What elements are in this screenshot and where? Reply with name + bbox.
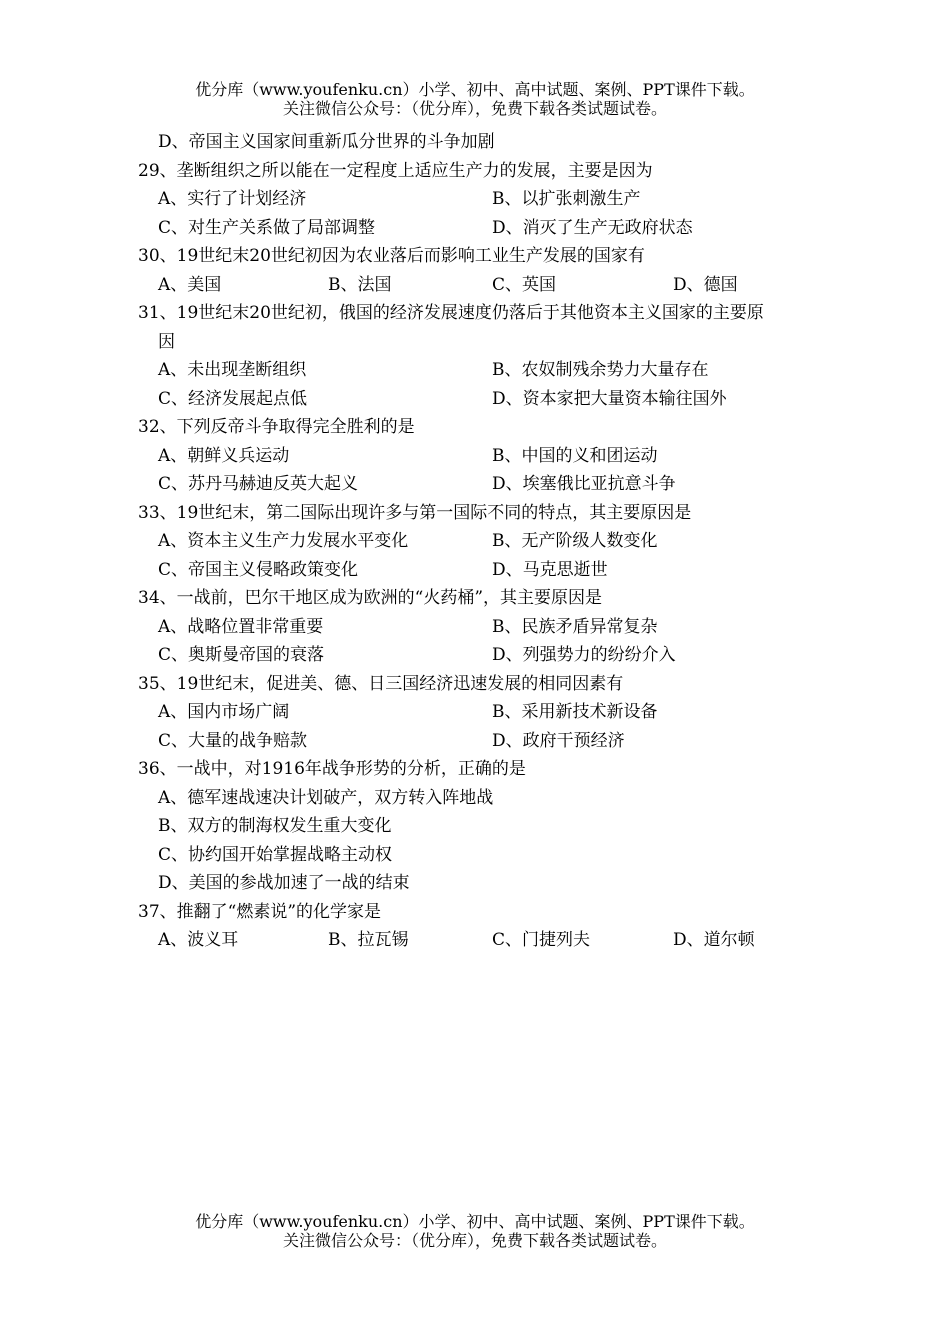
page-footer [0, 1212, 950, 1250]
q32-option-b: B、中国的义和团运动 [492, 445, 658, 466]
q37-option-b: B、拉瓦锡 [328, 930, 409, 950]
q35-stem: 35、19世纪末，促进美、德、日三国经济迅速发展的相同因素有 [138, 673, 624, 694]
q32-option-d: D、埃塞俄比亚抗意斗争 [492, 474, 676, 494]
q31-stem-continued: 因 [158, 331, 175, 352]
q31-stem: 31、19世纪末20世纪初，俄国的经济发展速度仍落后于其他资本主义国家的主要原 [138, 303, 764, 323]
q35-option-c: C、大量的战争赔款 [158, 730, 308, 751]
q30-option-b: B、法国 [328, 274, 392, 295]
q32-option-a: A、朝鲜义兵运动 [158, 445, 290, 466]
footer-line-2: 关注微信公众号：（优分库），免费下载各类试题试卷。 [282, 1231, 667, 1250]
footer-line-1: 优分库（www.youfenku.cn）小学、初中、高中试题、案例、PPT课件下载。 [195, 1212, 755, 1231]
q34-options-row-2 [138, 641, 858, 670]
q32-options-row-1 [138, 442, 858, 471]
q29-options-row-2 [138, 214, 858, 243]
q33-option-d: D、马克思逝世 [492, 559, 608, 580]
q33-option-c: C、帝国主义侵略政策变化 [158, 559, 359, 580]
q31-options-row-1 [138, 356, 858, 385]
q34-option-a: A、战略位置非常重要 [158, 616, 324, 637]
q35-option-b: B、采用新技术新设备 [492, 702, 658, 722]
q36-stem: 36、一战中，对1916年战争形势的分析，正确的是 [138, 759, 526, 779]
page-header [0, 80, 950, 118]
q33-option-b: B、无产阶级人数变化 [492, 531, 658, 551]
q35-options-row-2 [138, 727, 858, 756]
q31-option-c: C、经济发展起点低 [158, 388, 308, 409]
q30-stem: 30、19世纪末20世纪初因为农业落后而影响工业生产发展的国家有 [138, 246, 645, 266]
q29-option-d: D、消灭了生产无政府状态 [492, 217, 693, 238]
q29-stem: 29、垄断组织之所以能在一定程度上适应生产力的发展，主要是因为 [138, 160, 653, 181]
q32-stem: 32、下列反帝斗争取得完全胜利的是 [138, 417, 415, 437]
q29-option-b: B、以扩张刺激生产 [492, 189, 641, 209]
q29-option-c: C、对生产关系做了局部调整 [158, 217, 376, 238]
q33-stem: 33、19世纪末，第二国际出现许多与第一国际不同的特点，其主要原因是 [138, 502, 692, 523]
q31-option-a: A、未出现垄断组织 [158, 360, 307, 380]
q34-option-b: B、民族矛盾异常复杂 [492, 616, 658, 637]
q32-options-row-2 [138, 470, 858, 499]
q35-option-d: D、政府干预经济 [492, 730, 625, 751]
q33-option-a: A、资本主义生产力发展水平变化 [158, 531, 409, 551]
q31-option-d: D、资本家把大量资本输往国外 [492, 388, 727, 409]
question-list [138, 128, 858, 955]
q36-option-a: A、德军速战速决计划破产，双方转入阵地战 [158, 787, 494, 808]
q36-option-b: B、双方的制海权发生重大变化 [158, 816, 392, 836]
q31-option-b: B、农奴制残余势力大量存在 [492, 360, 709, 380]
q35-options-row-1 [138, 698, 858, 727]
q33-options-row-2 [138, 556, 858, 585]
q37-options-row [138, 926, 858, 955]
q34-option-c: C、奥斯曼帝国的衰落 [158, 645, 325, 665]
q30-option-d: D、德国 [673, 274, 738, 295]
header-line-2: 关注微信公众号：（优分库），免费下载各类试题试卷。 [282, 99, 667, 118]
q30-options-row [138, 271, 858, 300]
q33-options-row-1 [138, 527, 858, 556]
q36-option-c: C、协约国开始掌握战略主动权 [158, 844, 393, 865]
q37-option-d: D、道尔顿 [673, 930, 755, 950]
q30-option-a: A、美国 [158, 274, 222, 295]
q34-option-d: D、列强势力的纷纷介入 [492, 645, 676, 665]
q29-option-a: A、实行了计划经济 [158, 189, 307, 209]
q34-stem: 34、一战前，巴尔干地区成为欧洲的“火药桶”，其主要原因是 [138, 588, 603, 608]
header-line-1: 优分库（www.youfenku.cn）小学、初中、高中试题、案例、PPT课件下载。 [195, 80, 755, 99]
q35-option-a: A、国内市场广阔 [158, 702, 290, 722]
q29-options-row-1 [138, 185, 858, 214]
q36-option-d: D、美国的参战加速了一战的结束 [158, 873, 410, 893]
q32-option-c: C、苏丹马赫迪反英大起义 [158, 474, 359, 494]
q30-option-c: C、英国 [492, 274, 557, 295]
q31-options-row-2 [138, 385, 858, 414]
q37-stem: 37、推翻了“燃素说”的化学家是 [138, 901, 382, 922]
q37-option-a: A、波义耳 [158, 930, 239, 950]
q37-option-c: C、门捷列夫 [492, 930, 591, 950]
q34-options-row-1 [138, 613, 858, 642]
q28-option-d: D、帝国主义国家间重新瓜分世界的斗争加剧 [158, 132, 495, 152]
